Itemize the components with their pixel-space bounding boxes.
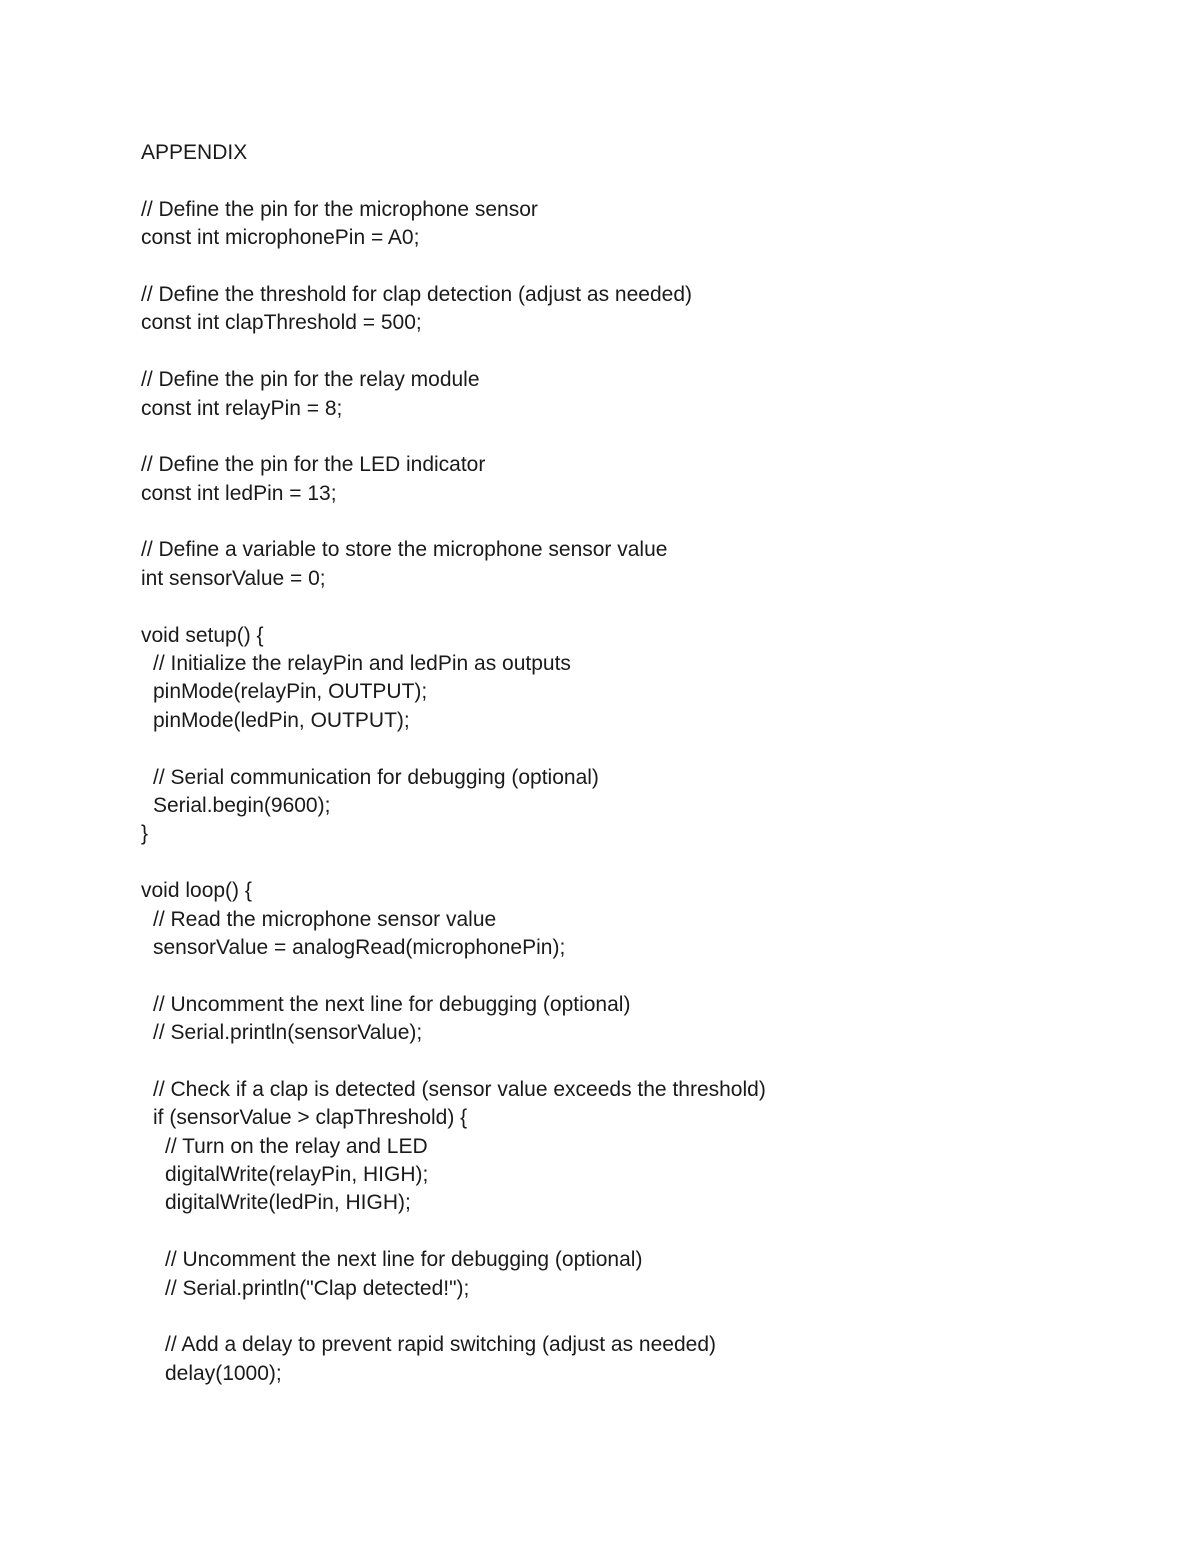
blank-line [141,253,1141,281]
blank-line [141,962,1141,990]
code-line: // Initialize the relayPin and ledPin as outputs [153,652,571,676]
code-line: // Define the pin for the relay module [141,368,480,392]
appendix-heading: APPENDIX [141,141,248,164]
code-line: // Uncomment the next line for debugging (optional) [153,992,631,1016]
code-line: // Read the microphone sensor value [153,907,497,931]
code-line: digitalWrite(relayPin, HIGH); [165,1163,429,1187]
code-line: pinMode(relayPin, OUTPUT); [153,680,428,704]
code-line: // Serial.println(sensorValue); [153,1021,423,1045]
code-line: const int ledPin = 13; [141,481,337,505]
blank-line [141,593,1141,621]
code-line: void setup() { [141,623,264,647]
code-line: // Serial communication for debugging (optional) [153,765,599,789]
code-line: } [141,822,149,846]
blank-line [141,1218,1141,1246]
blank-line [141,423,1141,451]
code-line: // Check if a clap is detected (sensor value exceeds the threshold) [153,1077,766,1101]
code-line: digitalWrite(ledPin, HIGH); [165,1191,411,1215]
code-line: if (sensorValue > clapThreshold) { [153,1106,468,1130]
code-line: // Uncomment the next line for debugging (optional) [165,1248,643,1272]
code-line: // Define the threshold for clap detection (adjust as needed) [141,282,693,306]
code-line: const int relayPin = 8; [141,396,343,420]
code-line: int sensorValue = 0; [141,566,326,590]
code-line: // Define the pin for the LED indicator [141,453,486,477]
code-line: // Serial.println("Clap detected!"); [165,1276,470,1300]
code-line: void loop() { [141,879,252,903]
code-line: const int microphonePin = A0; [141,226,420,250]
code-line: // Add a delay to prevent rapid switching (adjust as needed) [165,1333,717,1357]
code-line: // Define the pin for the microphone sensor [141,197,538,221]
blank-line [141,1303,1141,1331]
code-line: pinMode(ledPin, OUTPUT); [153,708,410,732]
blank-line [141,849,1141,877]
blank-line [141,508,1141,536]
code-line: // Define a variable to store the microphone sensor value [141,538,668,562]
blank-line [141,167,1141,195]
code-listing [141,139,1141,1388]
code-line: delay(1000); [165,1361,282,1385]
code-line: // Turn on the relay and LED [165,1134,428,1158]
blank-line [141,338,1141,366]
blank-line [141,1048,1141,1076]
code-line: sensorValue = analogRead(microphonePin); [153,935,566,959]
blank-line [141,735,1141,763]
code-line: Serial.begin(9600); [153,793,331,817]
code-line: const int clapThreshold = 500; [141,311,422,335]
